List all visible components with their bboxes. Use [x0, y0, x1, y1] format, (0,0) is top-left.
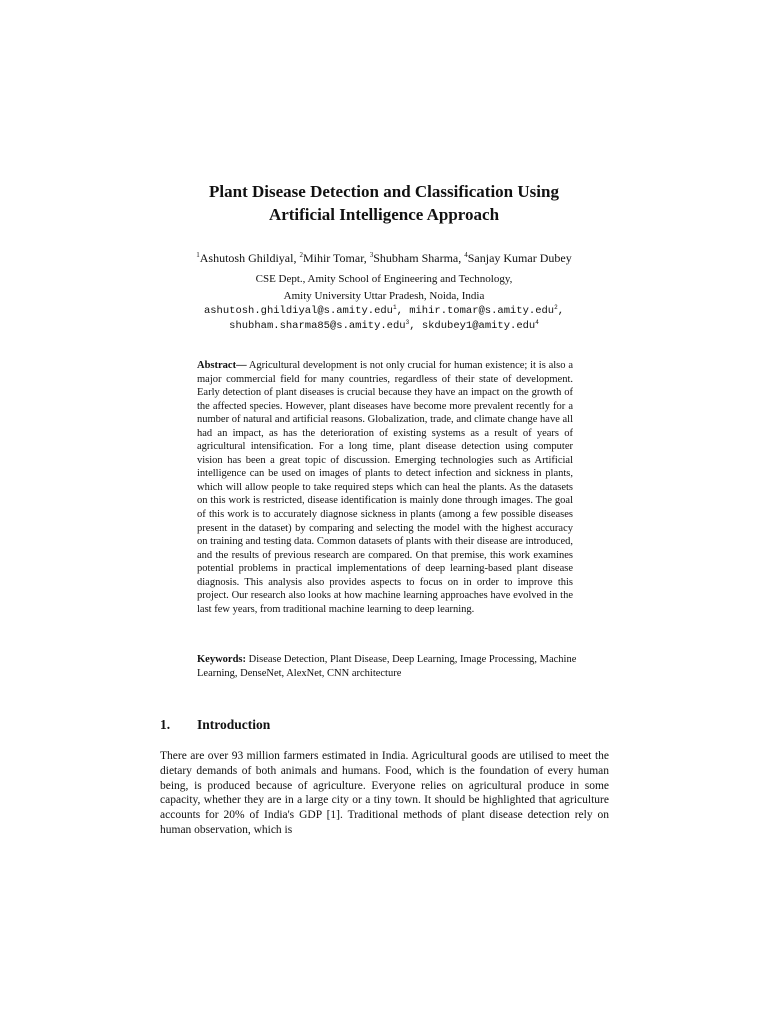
affiliation-line-2: Amity University Uttar Pradesh, Noida, India — [283, 290, 485, 302]
author-number: 2 — [299, 251, 303, 259]
keywords-text: Disease Detection, Plant Disease, Deep Learning, Image Processing, Machine Learning, DenseNet, AlexNet, CNN architecture — [197, 654, 577, 679]
author-list: $^1$Ashutosh Ghildiyal, $^2$Mihir Tomar, $^3$Shubham Sharma, $^4$Sanjay Kumar Dubey — [196, 251, 572, 265]
author-number: 4 — [464, 251, 468, 259]
title-line-1: Plant Disease Detection and Classification Using — [209, 182, 559, 201]
affiliation-line-1: CSE Dept., Amity School of Engineering and Technology, — [255, 273, 513, 285]
section-title: Introduction — [197, 717, 271, 732]
keywords-label: Keywords: — [197, 654, 246, 665]
email-line-1: ashutosh.ghildiyal@s.amity.edu$^1$, mihir.tomar@s.amity.edu$^2$, — [203, 304, 565, 317]
keywords — [197, 653, 577, 680]
affiliation — [0, 271, 768, 305]
email-address: shubham.sharma85@s.amity.edu — [229, 320, 406, 332]
author-name: Mihir Tomar — [302, 251, 364, 265]
section-heading-introduction — [160, 717, 270, 733]
author-emails — [0, 304, 768, 334]
email-number: 2 — [554, 304, 558, 311]
email-line-2: shubham.sharma85@s.amity.edu$^3$, skdubey1@amity.edu$^4$ — [229, 319, 539, 332]
email-address: mihir.tomar@s.amity.edu — [409, 305, 555, 317]
abstract — [197, 359, 573, 616]
abstract-text: Agricultural development is not only crucial for human existence; it is also a major commercial field for many countries, regardless of their state of development. Early detection of plant diseases is crucial because they have an impact on the growth of the affected species. However, plant diseases have become more prevalent recently for a number of natural and artificial reasons. Globalization, trade, and climate change have all had an impact, as has the deterioration of existing systems as a result of years of agricultural intensification. For a long time, plant disease detection using computer vision has been a great topic of discussion. Emerging technologies such as Artificial intelligence can be used on images of plants to detect infection and sickness in plants, which will allow people to take required steps which can heal the plants. As the datasets on this work is restricted, disease identification is mainly done through images. The goal of this work is to accurately diagnose sickness in plants (among a few possible diseases present in the dataset) by comparing and selecting the model with the highest accuracy on training and testing data. Common datasets of plants with their disease are introduced, and the results of previous research are compared. On that premise, this work examines potential problems in practical implementations of deep learning-based plant disease diagnosis. This analysis also provides aspects to focus on in order to improve this project. Our research also looks at how machine learning approaches have evolved in the last few years, from traditional machine learning to deep learning. — [197, 360, 573, 615]
author-number: 1 — [196, 251, 200, 259]
email-number: 1 — [392, 304, 397, 311]
paper-title — [0, 180, 768, 226]
title-line-2: Artificial Intelligence Approach — [268, 205, 500, 224]
email-number: 3 — [405, 319, 410, 326]
email-address: skdubey1@amity.edu — [421, 320, 536, 332]
section-number: 1. — [160, 717, 171, 732]
email-address: ashutosh.ghildiyal@s.amity.edu — [203, 305, 393, 317]
author-name: Ashutosh Ghildiyal — [199, 251, 294, 265]
author-number: 3 — [369, 251, 374, 259]
abstract-label: Abstract— — [197, 360, 247, 371]
author-name: Sanjay Kumar Dubey — [467, 251, 572, 265]
author-name: Shubham Sharma — [373, 251, 459, 265]
introduction-paragraph: There are over 93 million farmers estimated in India. Agricultural goods are utilised to meet the dietary demands of both animals and humans. Food, which is the foundation of every human being, is produced because of agriculture. Everyone relies on agricultural produce in some capacity, whether they are in a large city or a tiny town. It should be highlighted that agriculture accounts for 20% of India's GDP [1]. Traditional methods of plant disease detection rely on human observation, which is — [160, 750, 609, 836]
email-number: 4 — [535, 319, 539, 326]
